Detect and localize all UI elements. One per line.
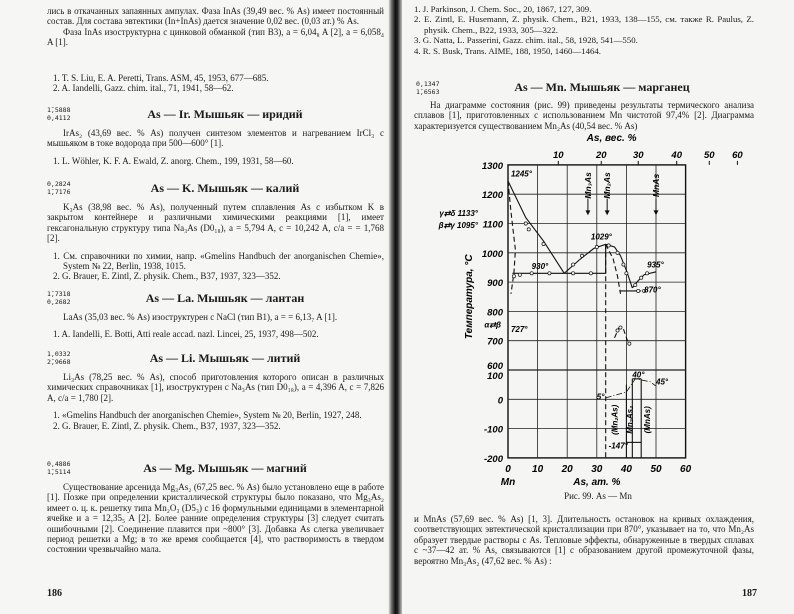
log-value: 0,4886 — [47, 460, 71, 468]
top-tick-label: 30 — [632, 149, 644, 161]
data-point — [595, 245, 598, 248]
x-tick-label: 60 — [680, 463, 692, 475]
section-body — [47, 482, 384, 555]
data-point — [625, 272, 628, 275]
data-point — [619, 326, 622, 329]
log-value: 0,4112 — [47, 114, 71, 122]
paragraph: K₃As (38,98 вес. % As), полученный путем сплавления As с избытком K в закрытом контейнере и различными химическими реакциями [1], имеет гексагональную структуру типа Na₃As (D0₁₈), a = 5,794 A, c = 10,242 A, c/a = = 1,768 [2]. — [47, 202, 384, 244]
y-tick-label: 1200 — [481, 190, 503, 202]
phase-boundary-solid — [512, 244, 605, 273]
y-tick-label: 1100 — [482, 219, 503, 231]
phase-diagram — [402, 130, 794, 490]
temperature-label: 870° — [644, 285, 661, 295]
y-tick-label: -100 — [483, 424, 503, 436]
log-value: 1̄,6563 — [416, 88, 440, 96]
reference: 2. E. Zintl, E. Husemann, Z. physik. Chem., B21, 1933, 138—155, см. также R. Paulus, Z. physik. Chem., B22, 1933, 305—322. — [414, 14, 754, 35]
section-title: As — K. Мышьяк — калий — [150, 181, 300, 195]
log-value: 0,1347 — [416, 80, 440, 88]
phase-label: Mn₂As — [602, 172, 613, 199]
log-values — [47, 460, 70, 476]
reference: 2. G. Brauer, E. Zintl, Z. physik. Chem., B37, 1937, 323—352. — [53, 271, 281, 282]
paragraph: Фаза InAs изоструктурна с цинковой обманкой (тип B3), a = 6,04₈ A [2], a = 6,058₄ A [1]. — [47, 26, 384, 48]
x-tick-label: 30 — [591, 463, 603, 475]
data-point — [589, 272, 592, 275]
section-body — [47, 202, 384, 282]
y-tick-label: 100 — [487, 371, 503, 382]
data-point — [527, 228, 530, 231]
reference: 2. A. Iandelli, Gazz. chim. ital., 71, 1941, 58—62. — [53, 83, 234, 94]
x-tick-label: 20 — [561, 463, 573, 475]
temperature-label: β⇄γ 1095° — [438, 220, 478, 230]
data-point — [628, 342, 631, 345]
arrow-head-icon — [585, 210, 590, 215]
reference: 4. R. S. Busk, Trans. AIME, 188, 1950, 1460—1464. — [414, 45, 601, 56]
log-values — [47, 180, 70, 196]
data-point — [616, 251, 619, 254]
paragraph: Li₃As (78,25 вес. % As), способ приготовления которого описан в различных химических справочниках [1], изоструктурен с Na₃As (тип D0₁₈), a = 4,396 A, c = 7,826 A, c/a = 1,780 [2]. — [47, 372, 384, 403]
log-value: 1,0332 — [47, 350, 71, 358]
phase-label: MnAs — [651, 173, 661, 197]
temperature-label: 40° — [632, 370, 645, 380]
x-min-label: Mn — [500, 476, 516, 488]
x-tick-label: 50 — [650, 463, 662, 475]
phase-boundary-solid — [508, 181, 564, 273]
phase-boundary-solid — [564, 244, 632, 288]
page-number: 187 — [742, 588, 757, 599]
left-page — [0, 0, 392, 614]
data-point — [634, 283, 637, 286]
top-tick-label: 40 — [671, 149, 683, 161]
x-tick-label: 0 — [505, 463, 511, 475]
y-axis-label: Температура, °C — [464, 254, 475, 340]
x-tick-label: 40 — [620, 463, 632, 475]
data-point — [542, 242, 545, 245]
temperature-label: 45° — [656, 377, 669, 387]
temperature-label: -147° — [608, 441, 628, 451]
temperature-label: α⇄β — [484, 320, 501, 330]
log-value: 1̄,7176 — [47, 188, 71, 196]
temperature-label: 727° — [510, 324, 528, 334]
log-values — [416, 80, 439, 96]
paragraph: лись в откачанных запаянных ампулах. Фаза InAs (39,49 вес. % As) имеет постоянный состав. Для состава эвтектики (In+InAs) дается значение 0,02 вес. (0,03 ат.) % As. — [47, 6, 384, 27]
section-body — [47, 312, 384, 340]
intro-refs — [53, 73, 383, 94]
y-tick-label: -200 — [483, 453, 503, 465]
log-value: 1̄,7318 — [47, 290, 71, 298]
temperature-label: 930° — [531, 261, 549, 271]
paragraph: LaAs (35,03 вес. % As) изоструктурен с NaCl (тип B1), a = = 6,13₇ A [1]. — [63, 312, 338, 322]
section-title: As — Mg. Мышьяк — магний — [143, 461, 307, 475]
data-point — [622, 263, 625, 266]
section-body — [47, 128, 384, 166]
paragraph: IrAs₂ (43,69 вес. % As) получен синтезом элементов и нагреванием IrCl₃ с мышьяком в токе водорода при 500—600° [1]. — [47, 128, 384, 149]
log-values — [47, 106, 70, 122]
log-value: 0,2824 — [47, 180, 71, 188]
reference: 1. См. справочники по химии, напр. «Gmelins Handbuch der anorganischen Chemie», System № 22, Berlin, 1938, 1015. — [53, 250, 384, 272]
reference: 2. G. Brauer, E. Zintl, Z. physik. Chem., B37, 1937, 323—352. — [53, 420, 281, 431]
top-tick-label: 50 — [703, 149, 715, 161]
data-point — [646, 272, 649, 275]
log-value: 0,2682 — [47, 298, 71, 306]
data-point — [518, 273, 521, 276]
phase-label: Mn₃As — [582, 172, 593, 199]
top-tick-label: 10 — [553, 149, 564, 161]
reference: 1. L. Wöhler, K. F. A. Ewald, Z. anorg. Chem., 199, 1931, 58—60. — [53, 155, 294, 166]
data-point — [616, 329, 619, 332]
data-point — [548, 272, 551, 275]
x-tick-label: 10 — [532, 463, 544, 475]
data-point — [637, 289, 640, 292]
temperature-label: 935° — [647, 260, 664, 270]
reference: 1. J. Parkinson, J. Chem. Soc., 20, 1867, 127, 309. — [414, 4, 592, 14]
top-refs — [414, 4, 754, 56]
y-tick-label: 800 — [487, 307, 503, 319]
section-body — [47, 372, 384, 431]
temperature-label: 1029° — [590, 232, 612, 242]
paragraph: и MnAs (57,69 вес. % As) [1, 3]. Длительность остановок на кривых охлаждения, соответствующих эвтектической кристаллизации при 870°, указывает на то, что Mn₂As образует твердые растворы с As. Тепловые эффекты, обнаруженные в твердых сплавах с ~37—42 ат. % As, связываются [1] с образованием другой промежуточной фазы, вероятно Mn₃As₂ (47,62 вес. % As) : — [414, 514, 754, 566]
reference: 1. T. S. Liu, E. A. Peretti, Trans. ASM, 45, 1953, 677—685. — [53, 73, 269, 83]
y-tick-label: 1000 — [481, 248, 503, 260]
data-point — [572, 263, 575, 266]
y-tick-label: 1300 — [481, 160, 503, 172]
reference: 3. G. Natta, L. Passerini, Gazz. chim. ital., 58, 1928, 541—550. — [414, 35, 638, 46]
reference: 1. «Gmelins Handbuch der anorganischen Chemie», System № 20, Berlin, 1927, 248. — [53, 410, 362, 421]
phase-region-label: Mn₃As₂ — [625, 405, 635, 434]
temperature-label: γ⇄δ 1133° — [439, 209, 478, 219]
section-title: As — La. Мышьяк — лантан — [145, 291, 305, 305]
y-tick-label: 700 — [487, 336, 503, 348]
data-point — [640, 276, 643, 279]
arrow-head-icon — [605, 210, 610, 215]
log-values — [47, 350, 70, 366]
phase-region-label: (MnAs) — [643, 406, 653, 434]
y-tick-label: 0 — [497, 395, 503, 407]
section-title: As — Mn. Мышьяк — марганец — [514, 80, 690, 94]
temperature-label: 5° — [596, 392, 605, 402]
data-point — [512, 275, 515, 278]
phase-region-label: (Mn₂As) — [610, 404, 620, 435]
x-axis-label: As, ат. % — [573, 476, 621, 488]
phase-boundary-dashdot — [606, 379, 656, 398]
top-axis-label: As, вес. % — [586, 132, 637, 144]
paragraph: На диаграмме состояния (рис. 99) приведены результаты термического анализа сплавов [1], приготовленных с использованием Mn чистотой 97,4% [2]. Диаграмма характеризуется существованием Mn₂As (40,54 вес. % As) — [414, 100, 754, 131]
paragraph: Существование арсенида Mg₃As₂ (67,25 вес. % As) было установлено еще в работе [1]. Позже при определении кристаллической структуры было показано, что Mg₃As₂ имеет о. ц. к. решетку типа Mn₂O₃ (D5₃) с 16 формульными единицами в элементарной ячейке и a = 12,35₅ A [2]. Более ранние определения структуры [3] следует считать ошибочными [2]. Соединение плавится при ~800° [3]. Добавка As слегка увеличвает период решетки a Mg; в то же время сообщается [4], что растворимость в твердом состоянии чрезвычайно мала. — [47, 482, 384, 555]
data-point — [524, 222, 527, 225]
log-value: 1̄,5888 — [47, 106, 71, 114]
page-number: 186 — [47, 588, 62, 599]
arrow-head-icon — [654, 210, 659, 215]
temperature-label: 1245° — [510, 169, 532, 179]
intro-text — [47, 6, 384, 48]
data-point — [530, 272, 533, 275]
top-tick-label: 60 — [732, 149, 743, 161]
data-point — [580, 254, 583, 257]
data-point — [607, 244, 610, 247]
data-point — [572, 272, 575, 275]
reference: 1. A. Iandelli, E. Botti, Atti reale accad. nazl. Lincei, 25, 1937, 498—502. — [53, 329, 319, 340]
log-value: 1̄,5114 — [47, 468, 71, 476]
figure-caption: Рис. 99. As — Mn — [564, 491, 632, 501]
section-title: As — Li. Мышьяк — литий — [149, 351, 301, 365]
y-tick-label: 600 — [487, 361, 503, 372]
y-tick-label: 900 — [487, 278, 503, 290]
section-title: As — Ir. Мышьяк — иридий — [147, 107, 303, 121]
top-tick-label: 20 — [595, 149, 607, 161]
log-value: 2̄,9668 — [47, 358, 71, 366]
right-page — [402, 0, 794, 614]
log-values — [47, 290, 70, 306]
